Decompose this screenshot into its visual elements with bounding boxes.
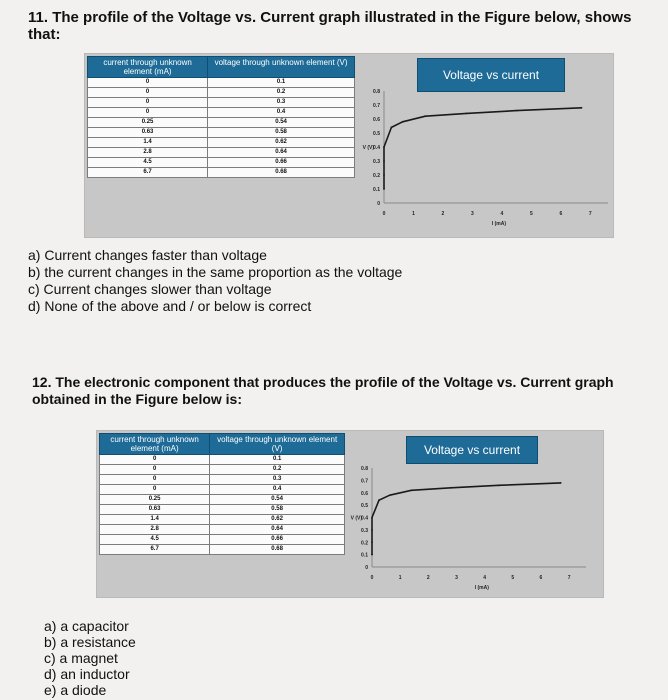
x-tick-label: 4 [483, 575, 487, 581]
x-tick-label: 0 [382, 211, 386, 217]
table-row [100, 525, 345, 535]
data-point [383, 188, 385, 190]
table-row [88, 78, 355, 88]
table-row [100, 475, 345, 485]
x-tick-label: 1 [398, 575, 402, 581]
x-tick-label: 2 [426, 575, 430, 581]
table-row [88, 128, 355, 138]
voltage-cell: 0.58 [210, 505, 345, 515]
voltage-current-chart [352, 460, 592, 595]
current-cell: 0.25 [88, 118, 208, 128]
current-cell: 0 [88, 78, 208, 88]
voltage-cell: 0.3 [208, 98, 355, 108]
y-tick-label: 0.6 [361, 490, 368, 497]
y-tick-label: 0.7 [373, 103, 380, 109]
data-point [390, 127, 392, 129]
question-11-title: 11. The profile of the Voltage vs. Current graph illustrated in the Figure below, shows that: [28, 9, 632, 43]
table-row [100, 535, 345, 545]
x-axis-label: I (mA) [474, 585, 489, 591]
current-cell: 0 [100, 465, 210, 475]
x-tick-label: 0 [370, 575, 374, 581]
table-row [88, 118, 355, 128]
data-point [516, 110, 518, 112]
table-header-current: current through unknown element (mA) [88, 57, 208, 78]
table-row [88, 98, 355, 108]
q12-option-a[interactable]: a) a capacitor [44, 618, 129, 634]
data-point [466, 113, 468, 115]
x-tick-label: 5 [511, 575, 515, 581]
x-tick-label: 3 [471, 211, 474, 217]
y-tick-label: 0.5 [361, 503, 368, 510]
table-row [100, 515, 345, 525]
y-tick-label: 0 [377, 201, 380, 207]
voltage-cell: 0.1 [210, 455, 345, 465]
current-cell: 0 [100, 455, 210, 465]
x-tick-label: 7 [588, 211, 592, 217]
table-header-voltage: voltage through unknown element (V) [208, 57, 355, 78]
data-table-1 [87, 56, 355, 178]
voltage-cell: 0.66 [210, 535, 345, 545]
y-tick-label: 0.4 [361, 515, 368, 522]
data-point [402, 121, 404, 123]
data-point [581, 107, 583, 109]
question-12-title-line-2: obtained in the Figure below is: [32, 391, 243, 407]
table-row [88, 138, 355, 148]
x-tick-label: 7 [567, 575, 571, 581]
table-row [88, 108, 355, 118]
voltage-cell: 0.58 [208, 128, 355, 138]
x-tick-label: 3 [455, 575, 458, 581]
x-axis-label: I (mA) [491, 221, 507, 227]
series-line-voltage [384, 108, 582, 189]
current-cell: 1.4 [88, 138, 208, 148]
data-table-2 [99, 433, 345, 555]
y-axis-label: V (V) [350, 515, 362, 522]
q11-option-d[interactable]: d) None of the above and / or below is correct [28, 298, 312, 314]
data-point [371, 541, 373, 543]
data-point [498, 484, 500, 486]
current-cell: 0 [100, 485, 210, 495]
data-point [450, 487, 452, 489]
voltage-cell: 0.54 [208, 118, 355, 128]
voltage-cell: 0.4 [208, 108, 355, 118]
voltage-cell: 0.2 [210, 465, 345, 475]
y-tick-label: 0.7 [361, 478, 368, 485]
y-tick-label: 0.4 [373, 145, 380, 151]
data-point [389, 494, 391, 496]
data-point [383, 146, 385, 148]
data-point [371, 517, 373, 519]
voltage-cell: 0.62 [208, 138, 355, 148]
current-cell: 4.5 [88, 158, 208, 168]
y-tick-label: 0.2 [361, 540, 368, 547]
figure-1 [84, 53, 614, 238]
table-row [88, 158, 355, 168]
table-row [88, 88, 355, 98]
y-tick-label: 0.3 [361, 527, 368, 534]
voltage-current-chart [364, 83, 614, 231]
x-tick-label: 2 [441, 211, 445, 217]
current-cell: 2.8 [88, 148, 208, 158]
q11-option-a[interactable]: a) Current changes faster than voltage [28, 247, 267, 263]
x-tick-label: 6 [539, 575, 543, 581]
x-tick-label: 6 [559, 211, 563, 217]
voltage-cell: 0.62 [210, 515, 345, 525]
q11-option-c[interactable]: c) Current changes slower than voltage [28, 281, 272, 297]
current-cell: 0 [100, 475, 210, 485]
current-cell: 1.4 [100, 515, 210, 525]
current-cell: 0 [88, 88, 208, 98]
y-tick-label: 0.3 [373, 159, 380, 165]
table-row [100, 505, 345, 515]
voltage-cell: 0.3 [210, 475, 345, 485]
table-row [88, 148, 355, 158]
current-cell: 0 [88, 98, 208, 108]
voltage-cell: 0.68 [208, 168, 355, 178]
voltage-cell: 0.68 [210, 545, 345, 555]
table-header-voltage: voltage through unknown element (V) [210, 434, 345, 455]
data-point [560, 482, 562, 484]
voltage-cell: 0.4 [210, 485, 345, 495]
data-point [383, 160, 385, 162]
x-tick-label: 5 [529, 211, 533, 217]
q12-option-d[interactable]: d) an inductor [44, 666, 130, 682]
y-axis-label: V (V) [362, 145, 374, 151]
data-point [371, 529, 373, 531]
current-cell: 4.5 [100, 535, 210, 545]
series-line-voltage [372, 483, 561, 555]
chart-title-box: Voltage vs current [417, 58, 565, 92]
data-point [383, 174, 385, 176]
table-row [100, 485, 345, 495]
x-tick-label: 4 [500, 211, 504, 217]
table-row [88, 168, 355, 178]
data-point [424, 115, 426, 117]
current-cell: 6.7 [100, 545, 210, 555]
current-cell: 0.63 [88, 128, 208, 138]
current-cell: 0 [88, 108, 208, 118]
x-tick-label: 1 [412, 211, 415, 217]
current-cell: 2.8 [100, 525, 210, 535]
data-point [371, 554, 373, 556]
q11-option-b[interactable]: b) the current changes in the same proportion as the voltage [28, 264, 403, 280]
q12-option-e[interactable]: e) a diode [44, 682, 107, 698]
q12-option-b[interactable]: b) a resistance [44, 634, 136, 650]
table-row [100, 545, 345, 555]
table-row [100, 495, 345, 505]
y-tick-label: 0.8 [361, 466, 368, 472]
figure-2 [96, 430, 604, 598]
y-tick-label: 0.8 [373, 89, 380, 95]
y-tick-label: 0.5 [373, 131, 380, 137]
voltage-cell: 0.64 [210, 525, 345, 535]
voltage-cell: 0.54 [210, 495, 345, 505]
current-cell: 0.25 [100, 495, 210, 505]
q12-option-c[interactable]: c) a magnet [44, 650, 118, 666]
data-point [411, 489, 413, 491]
y-tick-label: 0.1 [361, 552, 368, 559]
table-header-current: current through unknown element (mA) [100, 434, 210, 455]
data-point [378, 499, 380, 501]
current-cell: 6.7 [88, 168, 208, 178]
question-12-title-line-1: 12. The electronic component that produces the profile of the Voltage vs. Current graph [32, 374, 614, 390]
table-row [100, 455, 345, 465]
y-tick-label: 0.2 [373, 173, 380, 179]
y-tick-label: 0 [365, 565, 368, 571]
chart-title-box: Voltage vs current [406, 436, 538, 464]
voltage-cell: 0.2 [208, 88, 355, 98]
y-tick-label: 0.6 [373, 117, 380, 123]
voltage-cell: 0.66 [208, 158, 355, 168]
y-tick-label: 0.1 [373, 187, 380, 193]
table-row [100, 465, 345, 475]
voltage-cell: 0.64 [208, 148, 355, 158]
current-cell: 0.63 [100, 505, 210, 515]
voltage-cell: 0.1 [208, 78, 355, 88]
